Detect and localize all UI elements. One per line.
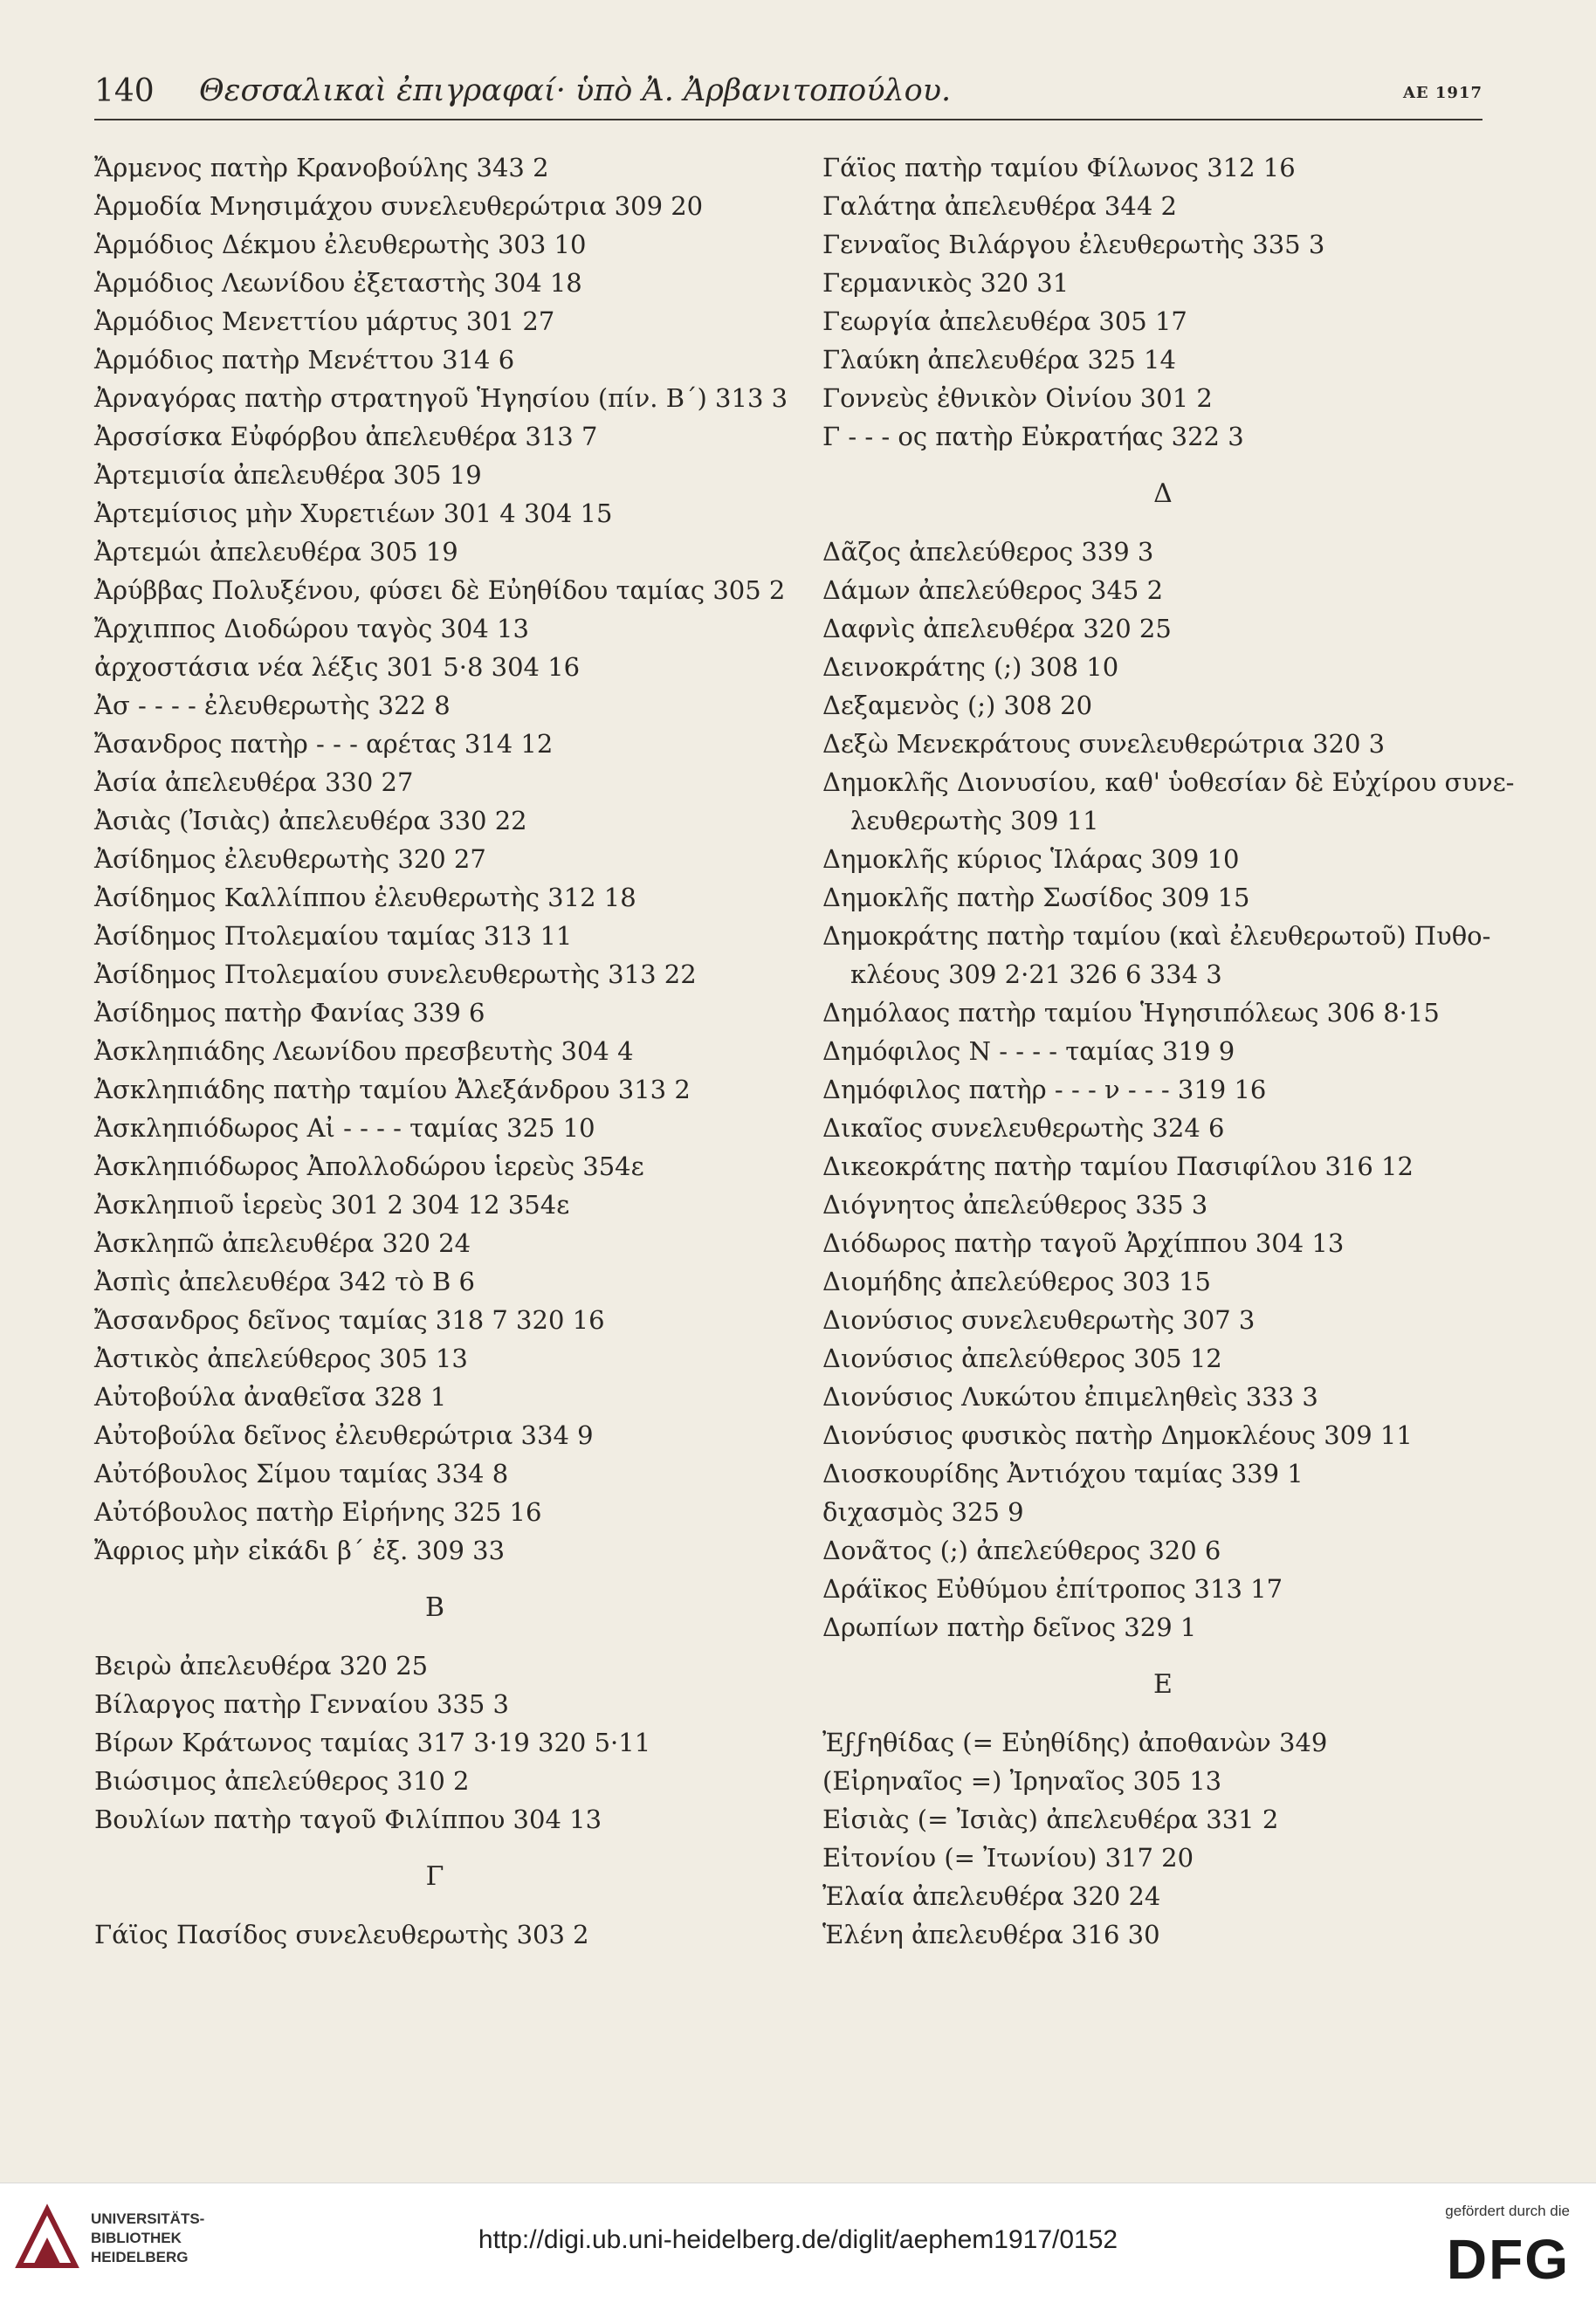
index-entry: διχασμὸς 325 9 xyxy=(822,1497,1024,1527)
index-entry: Γερμανικὸς 320 31 xyxy=(822,268,1070,298)
index-entry: Διοσκουρίδης Ἀντιόχου ταμίας 339 1 xyxy=(822,1459,1304,1488)
index-entry: Ἀσκληπιόδωρος Αἰ - - - - ταμίας 325 10 xyxy=(94,1113,595,1143)
index-entry: Δάμων ἀπελεύθερος 345 2 xyxy=(822,575,1164,605)
index-column-right xyxy=(822,148,1515,1954)
index-entry: Ἀσίδημος Πτολεμαίου ταμίας 313 11 xyxy=(94,921,573,951)
index-entry: Γαλάτηα ἀπελευθέρα 344 2 xyxy=(822,191,1177,221)
index-entry: Δεξαμενὸς (;) 308 20 xyxy=(822,691,1093,720)
index-entry: Βίλαργος πατὴρ Γενναίου 335 3 xyxy=(94,1689,509,1719)
index-entry: Ἀσία ἀπελευθέρα 330 27 xyxy=(94,767,414,797)
index-entry: Ἀσίδημος Πτολεμαίου συνελευθερωτὴς 313 22 xyxy=(94,959,697,989)
page-header xyxy=(94,73,1482,112)
index-entry: Αὐτοβούλα δεῖνος ἐλευθερώτρια 334 9 xyxy=(94,1420,594,1450)
index-entry: ἀρχοστάσια νέα λέξις 301 5·8 304 16 xyxy=(94,652,581,682)
source-url-link[interactable]: http://digi.ub.uni-heidelberg.de/diglit/aephem1917/0152 xyxy=(478,2225,1118,2254)
index-entry: Ἐλαία ἀπελευθέρα 320 24 xyxy=(822,1881,1161,1911)
index-entry: Βειρὼ ἀπελευθέρα 320 25 xyxy=(94,1651,429,1681)
index-entry: Δρωπίων πατὴρ δεῖνος 329 1 xyxy=(822,1612,1197,1642)
index-entry: Δονᾶτος (;) ἀπελεύθερος 320 6 xyxy=(822,1536,1221,1565)
index-entry: Ἀρτεμισία ἀπελευθέρα 305 19 xyxy=(94,460,482,490)
index-entry: Ἀσ - - - - ἐλευθερωτὴς 322 8 xyxy=(94,691,451,720)
index-entry: Δᾶζος ἀπελεύθερος 339 3 xyxy=(822,537,1154,567)
index-entry: Διόδωρος πατὴρ ταγοῦ Ἀρχίππου 304 13 xyxy=(822,1228,1345,1258)
index-column-left xyxy=(94,148,788,1954)
index-entry: Δημόφιλος πατὴρ - - - ν - - - 319 16 xyxy=(822,1075,1267,1104)
index-entry: Ἐϝϝηθίδας (= Εὐηθίδης) ἀποθανὼν 349 xyxy=(822,1728,1328,1757)
index-entry: Γάϊος πατὴρ ταμίου Φίλωνος 312 16 xyxy=(822,153,1296,182)
index-entry: Ἄσανδρος πατὴρ - - - αρέτας 314 12 xyxy=(94,729,554,759)
index-entry: Δεινοκράτης (;) 308 10 xyxy=(822,652,1119,682)
index-entry: Ἄφριος μὴν εἰκάδι β΄ ἐξ. 309 33 xyxy=(94,1536,506,1565)
index-entry: Αὐτόβουλος πατὴρ Εἰρήνης 325 16 xyxy=(94,1497,542,1527)
index-entry: Ἀσίδημος Καλλίππου ἐλευθερωτὴς 312 18 xyxy=(94,883,636,912)
index-entry: Ἀσίδημος ἐλευθερωτὴς 320 27 xyxy=(94,844,486,874)
index-entry: Ἁρμόδιος πατὴρ Μενέττου 314 6 xyxy=(94,345,515,375)
index-entry: Ἀστικὸς ἀπελεύθερος 305 13 xyxy=(94,1344,468,1373)
index-entry: (Εἰρηναῖος =) Ἰρηναῖος 305 13 xyxy=(822,1766,1222,1796)
index-entry: Γάϊος Πασίδος συνελευθερωτὴς 303 2 xyxy=(94,1920,589,1949)
index-entry: Ἀρναγόρας πατὴρ στρατηγοῦ Ἡγησίου (πίν. Β΄) 313 3 xyxy=(94,383,788,413)
index-entry: Ἁρμόδιος Μενεττίου μάρτυς 301 27 xyxy=(94,306,555,336)
index-entry: Γενναῖος Βιλάργου ἐλευθερωτὴς 335 3 xyxy=(822,230,1325,259)
index-entry: Δικαῖος συνελευθερωτὴς 324 6 xyxy=(822,1113,1225,1143)
index-entry: Ἁρμόδιος Λεωνίδου ἐξεταστὴς 304 18 xyxy=(94,268,582,298)
index-entry: Ἁρμοδία Μνησιμάχου συνελευθερώτρια 309 20 xyxy=(94,191,704,221)
library-name-line: BIBLIOTHEK xyxy=(91,2230,182,2246)
index-entry: Δημοκράτης πατὴρ ταμίου (καὶ ἐλευθερωτοῦ) Πυθο- xyxy=(822,921,1491,951)
index-entry: Ἀσκληπῶ ἀπελευθέρα 320 24 xyxy=(94,1228,471,1258)
index-entry: Διόγνητος ἀπελεύθερος 335 3 xyxy=(822,1190,1208,1220)
index-entry-continuation: λευθερωτὴς 309 11 xyxy=(850,806,1099,835)
section-letter-heading: Γ xyxy=(425,1861,444,1892)
index-entry: Γ - - - ος πατὴρ Εὐκρατήας 322 3 xyxy=(822,422,1244,451)
index-entry: Ἄρχιππος Διοδώρου ταγὸς 304 13 xyxy=(94,614,529,643)
index-entry: Αὐτοβούλα ἀναθεῖσα 328 1 xyxy=(94,1382,447,1412)
index-entry: Δαφνὶς ἀπελευθέρα 320 25 xyxy=(822,614,1172,643)
index-entry: Ἀσκληπιόδωρος Ἀπολλοδώρου ἱερεὺς 354ε xyxy=(94,1152,644,1181)
index-entry: Δεξὼ Μενεκράτους συνελευθερώτρια 320 3 xyxy=(822,729,1386,759)
library-name-line: HEIDELBERG xyxy=(91,2249,189,2265)
index-entry: Βίρων Κράτωνος ταμίας 317 3·19 320 5·11 xyxy=(94,1728,651,1757)
running-title: Θεσσαλικαὶ ἐπιγραφαί· ὑπὸ Ἀ. Ἀρβανιτοπούλου. xyxy=(199,73,952,108)
index-entry: Δημόλαος πατὴρ ταμίου Ἡγησιπόλεως 306 8·15 xyxy=(822,998,1440,1028)
index-entry: Γοννεὺς ἐθνικὸν Οἰνίου 301 2 xyxy=(822,383,1213,413)
index-entry: Ἀσκληπιοῦ ἱερεὺς 301 2 304 12 354ε xyxy=(94,1190,570,1220)
index-entry: Ἀσπὶς ἀπελευθέρα 342 τὸ Β 6 xyxy=(94,1267,475,1296)
index-entry: Αὐτόβουλος Σίμου ταμίας 334 8 xyxy=(94,1459,509,1488)
index-entry: Ἁρμόδιος Δέκμου ἐλευθερωτὴς 303 10 xyxy=(94,230,587,259)
funded-by-text: gefördert durch die xyxy=(1445,2203,1570,2219)
section-letter-heading: Β xyxy=(424,1592,445,1623)
index-entry: Ἀρύββας Πολυξένου, φύσει δὲ Εὐηθίδου ταμίας 305 2 xyxy=(94,575,786,605)
index-entry: Ἀσιὰς (Ἰσιὰς) ἀπελευθέρα 330 22 xyxy=(94,806,527,835)
index-entry: Διονύσιος ἀπελεύθερος 305 12 xyxy=(822,1344,1222,1373)
index-entry-continuation: κλέους 309 2·21 326 6 334 3 xyxy=(850,959,1222,989)
index-entry: Γλαύκη ἀπελευθέρα 325 14 xyxy=(822,345,1176,375)
index-entry: Γεωργία ἀπελευθέρα 305 17 xyxy=(822,306,1187,336)
index-entry: Ἀσκληπιάδης πατὴρ ταμίου Ἀλεξάνδρου 313 2 xyxy=(94,1075,691,1104)
section-letter-heading: Ε xyxy=(1153,1669,1173,1700)
index-entry: Βιώσιμος ἀπελεύθερος 310 2 xyxy=(94,1766,470,1796)
index-entry: Δημοκλῆς κύριος Ἱλάρας 309 10 xyxy=(822,844,1240,874)
section-letter-heading: Δ xyxy=(1153,478,1173,509)
index-entry: Ἀσίδημος πατὴρ Φανίας 339 6 xyxy=(94,998,485,1028)
index-entry: Ἄρμενος πατὴρ Κρανοβούλης 343 2 xyxy=(94,153,549,182)
journal-tag: ΑΕ 1917 xyxy=(1402,84,1482,102)
digitization-footer xyxy=(0,2183,1596,2303)
library-name-line: UNIVERSITÄTS- xyxy=(91,2210,205,2227)
index-entry: Βουλίων πατὴρ ταγοῦ Φιλίππου 304 13 xyxy=(94,1805,602,1834)
index-entry: Διονύσιος Λυκώτου ἐπιμεληθεὶς 333 3 xyxy=(822,1382,1318,1412)
header-rule xyxy=(94,119,1482,120)
index-entry: Δημοκλῆς πατὴρ Σωσίδος 309 15 xyxy=(822,883,1250,912)
index-entry: Διονύσιος φυσικὸς πατὴρ Δημοκλέους 309 11 xyxy=(822,1420,1413,1450)
index-entry: Δημοκλῆς Διονυσίου, καθ' ὑοθεσίαν δὲ Εὐχίρου συνε- xyxy=(822,767,1515,797)
page-number: 140 xyxy=(94,73,155,109)
index-entry: Ἑλένη ἀπελευθέρα 316 30 xyxy=(822,1920,1160,1949)
index-entry: Διονύσιος συνελευθερωτὴς 307 3 xyxy=(822,1305,1255,1335)
index-entry: Ἄσσανδρος δεῖνος ταμίας 318 7 320 16 xyxy=(94,1305,605,1335)
index-entry: Διομήδης ἀπελεύθερος 303 15 xyxy=(822,1267,1211,1296)
index-entry: Ἀρτεμίσιος μὴν Χυρετιέων 301 4 304 15 xyxy=(94,498,613,528)
index-entry: Ἀσκληπιάδης Λεωνίδου πρεσβευτὴς 304 4 xyxy=(94,1036,634,1066)
index-entry: Εἰτονίου (= Ἰτωνίου) 317 20 xyxy=(822,1843,1194,1873)
index-entry: Εἰσιὰς (= Ἰσιὰς) ἀπελευθέρα 331 2 xyxy=(822,1805,1279,1834)
index-entry: Δράϊκος Εὐθύμου ἐπίτροπος 313 17 xyxy=(822,1574,1283,1604)
index-entry: Δικεοκράτης πατὴρ ταμίου Πασιφίλου 316 12 xyxy=(822,1152,1414,1181)
dfg-logo: DFG xyxy=(1446,2228,1570,2291)
index-entry: Ἀρτεμώι ἀπελευθέρα 305 19 xyxy=(94,537,458,567)
index-entry: Δημόφιλος Ν - - - - ταμίας 319 9 xyxy=(822,1036,1235,1066)
index-entry: Ἀρσσίσκα Εὐφόρβου ἀπελευθέρα 313 7 xyxy=(94,422,598,451)
